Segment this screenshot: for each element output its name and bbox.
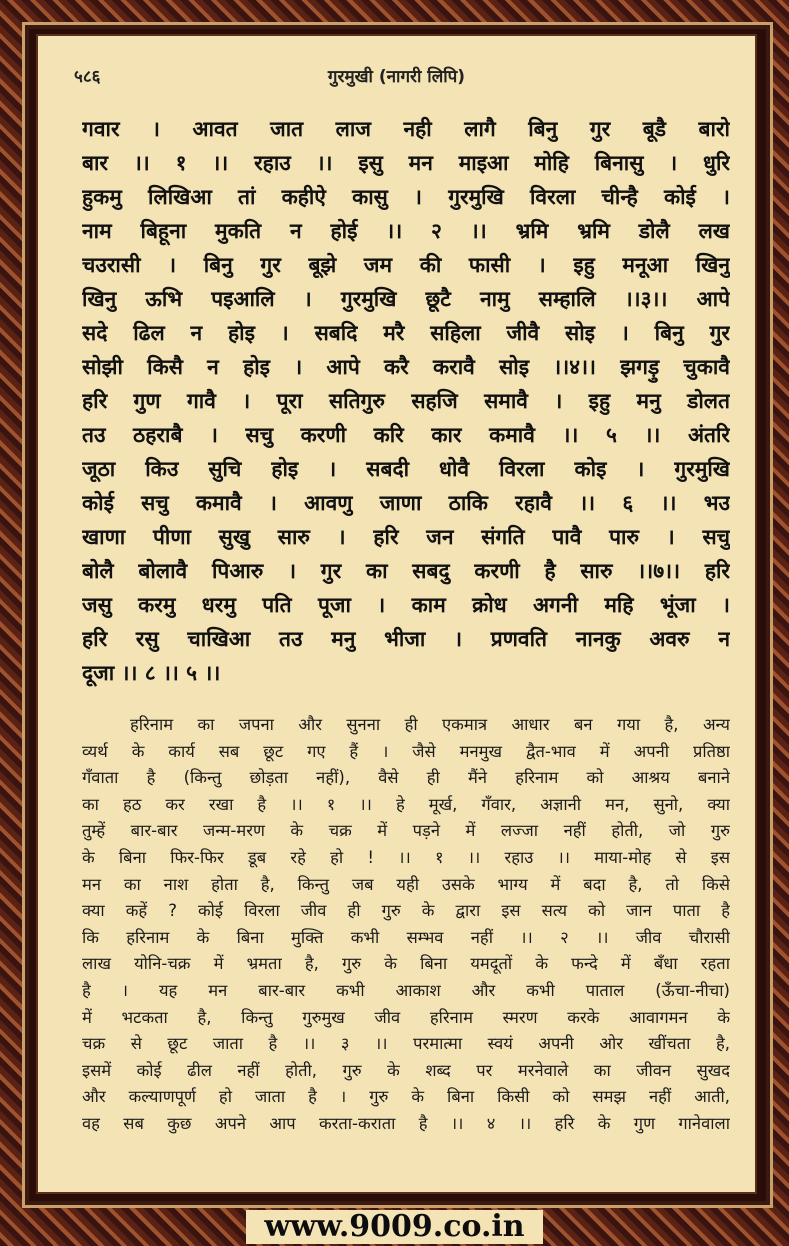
verse-line: हरि गुण गावै । पूरा सतिगुरु सहजि समावै । इहु मनु डोलत: [82, 389, 730, 413]
verse-line: बार ।। १ ।। रहाउ ।। इसु मन माइआ मोहि बिनासु । धुरि: [82, 151, 730, 175]
commentary-line: और कल्याणपूर्ण हो जाता है । गुरु के बिना किसी को समझ नहीं आती,: [82, 1087, 730, 1107]
page-header: [38, 64, 755, 88]
commentary-line: है । यह मन बार-बार कभी आकाश और कभी पाताल (ऊँचा-नीचा): [82, 980, 730, 1000]
verse-line: नाम बिहूना मुकति न होई ।। २ ।। भ्रमि भ्रमि डोलै लख: [82, 219, 730, 243]
page-title: गुरमुखी (नागरी लिपि): [327, 67, 466, 87]
verse-line: जूठा किउ सुचि होइ । सबदी धोवै विरला कोइ । गुरमुखि: [82, 457, 730, 481]
verse-line: हुकमु लिखिआ तां कहीऐ कासु । गुरमुखि विरला चीन्है कोई ।: [82, 185, 730, 209]
verse-line: चउरासी । बिनु गुर बूझे जम की फासी । इहु मनूआ खिनु: [82, 253, 730, 277]
verse-line: हरि रसु चाखिआ तउ मनु भीजा । प्रणवति नानकु अवरु न: [82, 627, 730, 651]
gurmukhi-verse-block: [82, 112, 730, 690]
commentary-line: कि हरिनाम के बिना मुक्ति कभी सम्भव नहीं ।। २ ।। जीव चौरासी: [82, 927, 730, 947]
commentary-line: वह सब कुछ अपने आप करता-कराता है ।। ४ ।। हरि के गुण गानेवाला: [82, 1113, 730, 1133]
verse-line: बोलै बोलावै पिआरु । गुर का सबदु करणी है सारु ।।७।। हरि: [82, 559, 730, 583]
verse-line: खिनु ऊभि पइआलि । गुरमुखि छूटै नामु सम्हालि ।।३।। आपे: [82, 287, 730, 311]
scripture-page: [36, 34, 757, 1194]
verse-line: कोई सचु कमावै । आवणु जाणा ठाकि रहावै ।। ६ ।। भउ: [82, 491, 730, 515]
verse-line: सोझी किसै न होइ । आपे करै करावै सोइ ।।४।। झगड़ु चुकावै: [82, 355, 730, 379]
verse-line: दूजा ।। ८ ।। ५ ।।: [82, 661, 221, 685]
commentary-line: में भटकता है, किन्तु गुरुमुख जीव हरिनाम स्मरण करके आवागमन के: [82, 1007, 730, 1027]
page-number: ५८६: [74, 67, 101, 87]
verse-line: गवार । आवत जात लाज नही लागै बिनु गुर बूडै बारो: [82, 117, 730, 141]
commentary-line: इसमें कोई ढील नहीं होती, गुरु के शब्द पर मरनेवाले का जीवन सुखद: [82, 1060, 730, 1080]
commentary-line: व्यर्थ के कार्य सब छूट गए हैं । जैसे मनमुख द्वैत-भाव में अपनी प्रतिष्ठा: [82, 741, 730, 761]
verse-line: तउ ठहराबै । सचु करणी करि कार कमावै ।। ५ ।। अंतरि: [82, 423, 730, 447]
verse-line: सदे ढिल न होइ । सबदि मरै सहिला जीवै सोइ । बिनु गुर: [82, 321, 730, 345]
commentary-line: हरिनाम का जपना और सुनना ही एकमात्र आधार बन गया है, अन्य: [130, 715, 730, 734]
verse-line: जसु करमु धरमु पति पूजा । काम क्रोध अगनी महि भूंजा ।: [82, 593, 730, 617]
commentary-line: मन का नाश होता है, किन्तु जब यही उसके भाग्य में बदा है, तो किसे: [82, 874, 730, 894]
website-url: www.9009.co.in: [246, 1210, 542, 1244]
commentary-line: तुम्हें बार-बार जन्म-मरण के चक्र में पड़ने में लज्जा नहीं होती, जो गुरु: [82, 821, 730, 841]
verse-line: खाणा पीणा सुखु सारु । हरि जन संगति पावै पारु । सचु: [82, 525, 730, 549]
page-footer: [0, 1206, 789, 1246]
commentary-line: का हठ कर रखा है ।। १ ।। हे मूर्ख, गँवार, अज्ञानी मन, सुनो, क्या: [82, 794, 730, 814]
commentary-line: चक्र से छूट जाता है ।। ३ ।। परमात्मा स्वयं अपनी ओर खींचता है,: [82, 1034, 730, 1054]
commentary-line: गँवाता है (किन्तु छोड़ता नहीं), वैसे ही मैंने हरिनाम को आश्रय बनाने: [82, 768, 730, 788]
hindi-commentary-block: [82, 712, 730, 1138]
commentary-line: क्या कहें ? कोई विरला जीव ही गुरु के द्वारा इस सत्य को जान पाता है: [82, 901, 730, 921]
commentary-line: के बिना फिर-फिर डूब रहे हो ! ।। १ ।। रहाउ ।। माया-मोह से इस: [82, 847, 730, 867]
commentary-line: लाख योनि-चक्र में भ्रमता है, गुरु के बिना यमदूतों के फन्दे में बँधा रहता: [82, 954, 730, 974]
